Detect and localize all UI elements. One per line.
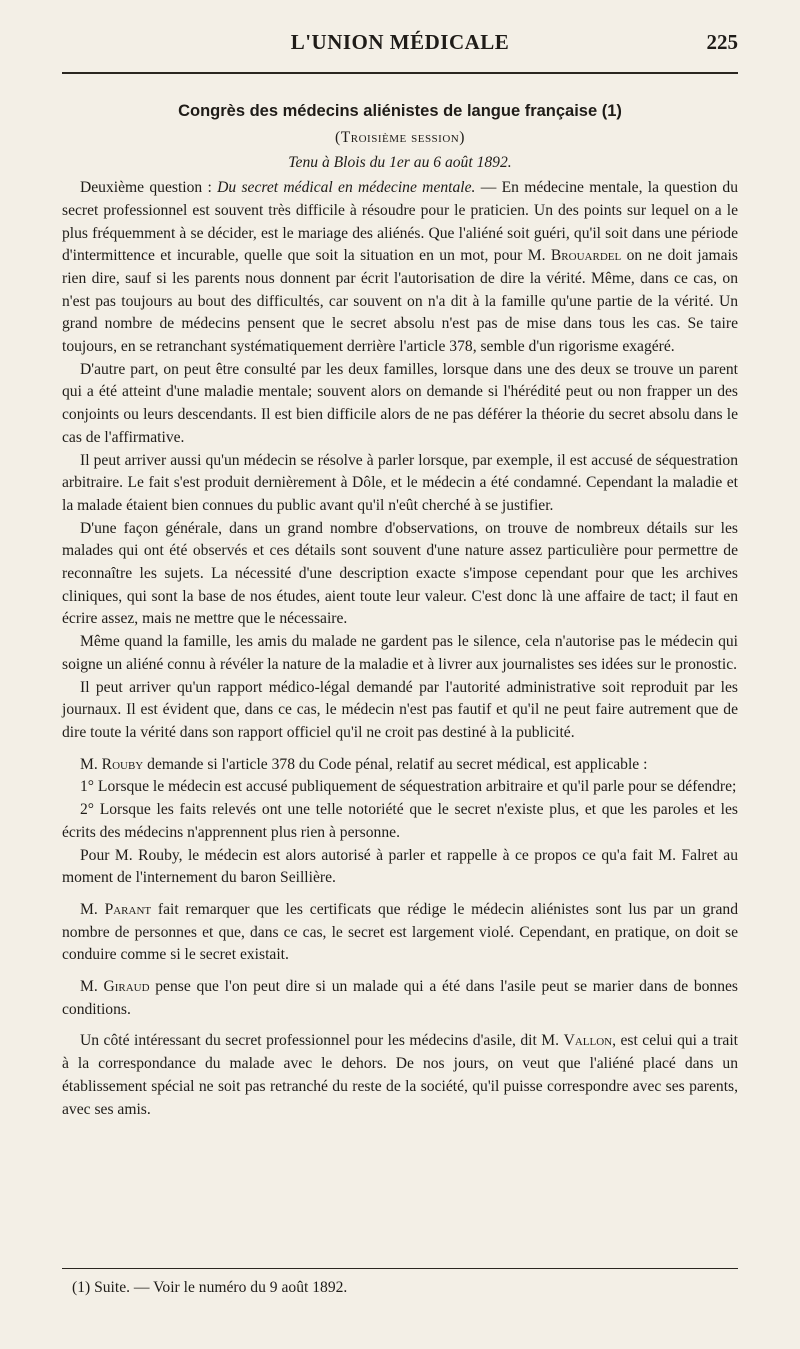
paragraph: Il peut arriver qu'un rapport médico-légal demandé par l'autorité administrative soit reproduit par les journaux. Il est évident que, dans ce cas, le médecin n'est pas fautif et qu'il ne peut faire autrement que de dire toute la vérité dans son rapport officiel qu'il ne croit pas destiné à la publicité. xyxy=(62,678,738,741)
paragraph: Pour M. Rouby, le médecin est alors autorisé à parler et rappelle à ce propos ce qu'a fait M. Falret au moment de l'internement du baron Seillière. xyxy=(62,846,738,887)
page-header xyxy=(62,30,738,70)
paragraph: Il peut arriver aussi qu'un médecin se résolve à parler lorsque, par exemple, il est accusé de séquestration arbitraire. Le fait s'est produit dernièrement à Dôle, et le médecin a été condamné. Cependant la maladie et la malade étaient bien connues du public avant qu'il n'eût cherché à se justifier. xyxy=(62,451,738,514)
paragraph xyxy=(62,899,738,967)
paragraph-text: demande si l'article 378 du Code pénal, relatif au secret médical, est applicable : xyxy=(143,755,648,773)
paragraph xyxy=(62,754,738,777)
article-body xyxy=(62,100,738,1121)
paragraph: D'autre part, on peut être consulté par les deux familles, lorsque dans une des deux se trouve un parent qui a été atteint d'une maladie mentale; souvent alors on demande si l'hérédité peut ou non frapper un des conjoints ou leurs descendants. Il est bien difficile alors de ne pas déférer la théorie du secret absolu dans le cas de l'affirmative. xyxy=(62,360,738,446)
person-name: Rouby xyxy=(101,755,144,773)
paragraph xyxy=(62,1030,738,1121)
paragraph-text: on ne doit jamais rien dire, sauf si les parents nous donnent par écrit l'autorisation de dire la vérité. Même, dans ce cas, on n'est pas toujours au bout des difficultés, car souvent on n'a dit à la famille qu'une partie de la vérité. Un grand nombre de médecins pensent que le secret absolu n'est pas de mise dans tous les cas. Se taire toujours, en se retranchant systématiquement derrière l'article 378, semble d'un rigorisme exagéré. xyxy=(62,247,738,356)
paragraph-lead: M. xyxy=(80,900,105,918)
paragraph xyxy=(62,976,738,1021)
paragraph-text: , est celui qui a trait à la correspondance du malade avec le dehors. De nos jours, on veut que l'aliéné placé dans un établissement spécial ne soit pas retranché du reste de la société, qu'il puisse correspondre avec ses parents, avec ses amis. xyxy=(62,1032,738,1118)
question-title: Du secret médical en médecine mentale. xyxy=(217,179,476,197)
running-title: L'UNION MÉDICALE xyxy=(290,30,510,54)
paragraph: 1° Lorsque le médecin est accusé publiquement de séquestration arbitraire et qu'il parle pour se défendre; xyxy=(80,778,737,796)
paragraph-text: Un côté intéressant du secret professionnel pour les médecins d'asile, dit M. xyxy=(80,1032,564,1050)
person-name: Brouardel xyxy=(550,247,622,265)
paragraph xyxy=(62,177,738,359)
page-number: 225 xyxy=(706,30,738,54)
paragraph-lead: M. xyxy=(80,978,104,996)
paragraph: 2° Lorsque les faits relevés ont une telle notoriété que le secret n'existe plus, et que les paroles et les écrits des médecins n'apprennent plus rien à personne. xyxy=(62,801,738,841)
person-name: Giraud xyxy=(103,978,150,996)
paragraph-lead: M. xyxy=(80,755,102,773)
article-subtitle: (Troisième session) xyxy=(335,128,465,146)
paragraph-text: — En médecine mentale, la question du secret professionnel est souvent très difficile à résoudre pour le praticien. Un des points sur lequel on a le plus fréquemment à se décider, est le mariage des aliénés. Que l'aliéné soit guéri, qu'il soit dans une période d'intermittence et incurable, quelle que soit la situation en un mot, pour M. xyxy=(62,179,739,265)
person-name: Parant xyxy=(104,900,152,918)
article-dates: Tenu à Blois du 1er au 6 août 1892. xyxy=(288,154,512,172)
paragraph: D'une façon générale, dans un grand nombre d'observations, on trouve de nombreux détails sur les malades qui ont été observés et ces détails sont souvent d'une nature assez particulière pour permettre de reconnaître les sujets. La nécessité d'une description exacte s'impose cependant pour que les archives cliniques, qui sont la base de nos études, aient toute leur valeur. C'est donc là une affaire de tact; il faut en écrire assez, mais ne mettre que le nécessaire. xyxy=(62,519,738,628)
person-name: Vallon xyxy=(563,1032,613,1050)
article-title: Congrès des médecins aliénistes de langue française (1) xyxy=(178,102,622,120)
paragraph: Même quand la famille, les amis du malade ne gardent pas le silence, cela n'autorise pas le médecin qui soigne un aliéné connu à révéler la nature de la maladie et à livrer aux journalistes ses idées sur le pronostic. xyxy=(62,633,738,673)
header-rule xyxy=(62,72,738,74)
footnote-rule xyxy=(62,1268,738,1269)
footnote: (1) Suite. — Voir le numéro du 9 août 1892. xyxy=(72,1279,348,1296)
paragraph-text: fait remarquer que les certificats que rédige le médecin aliénistes sont lus par un grand nombre de personnes et que, dans ce cas, le secret est largement violé. Cependant, en pratique, on doit se conduire comme si le secret existait. xyxy=(62,900,738,964)
paragraph-text: pense que l'on peut dire si un malade qui a été dans l'asile peut se marier dans de bonnes conditions. xyxy=(62,978,738,1018)
paragraph-lead: Deuxième question : xyxy=(80,179,218,197)
